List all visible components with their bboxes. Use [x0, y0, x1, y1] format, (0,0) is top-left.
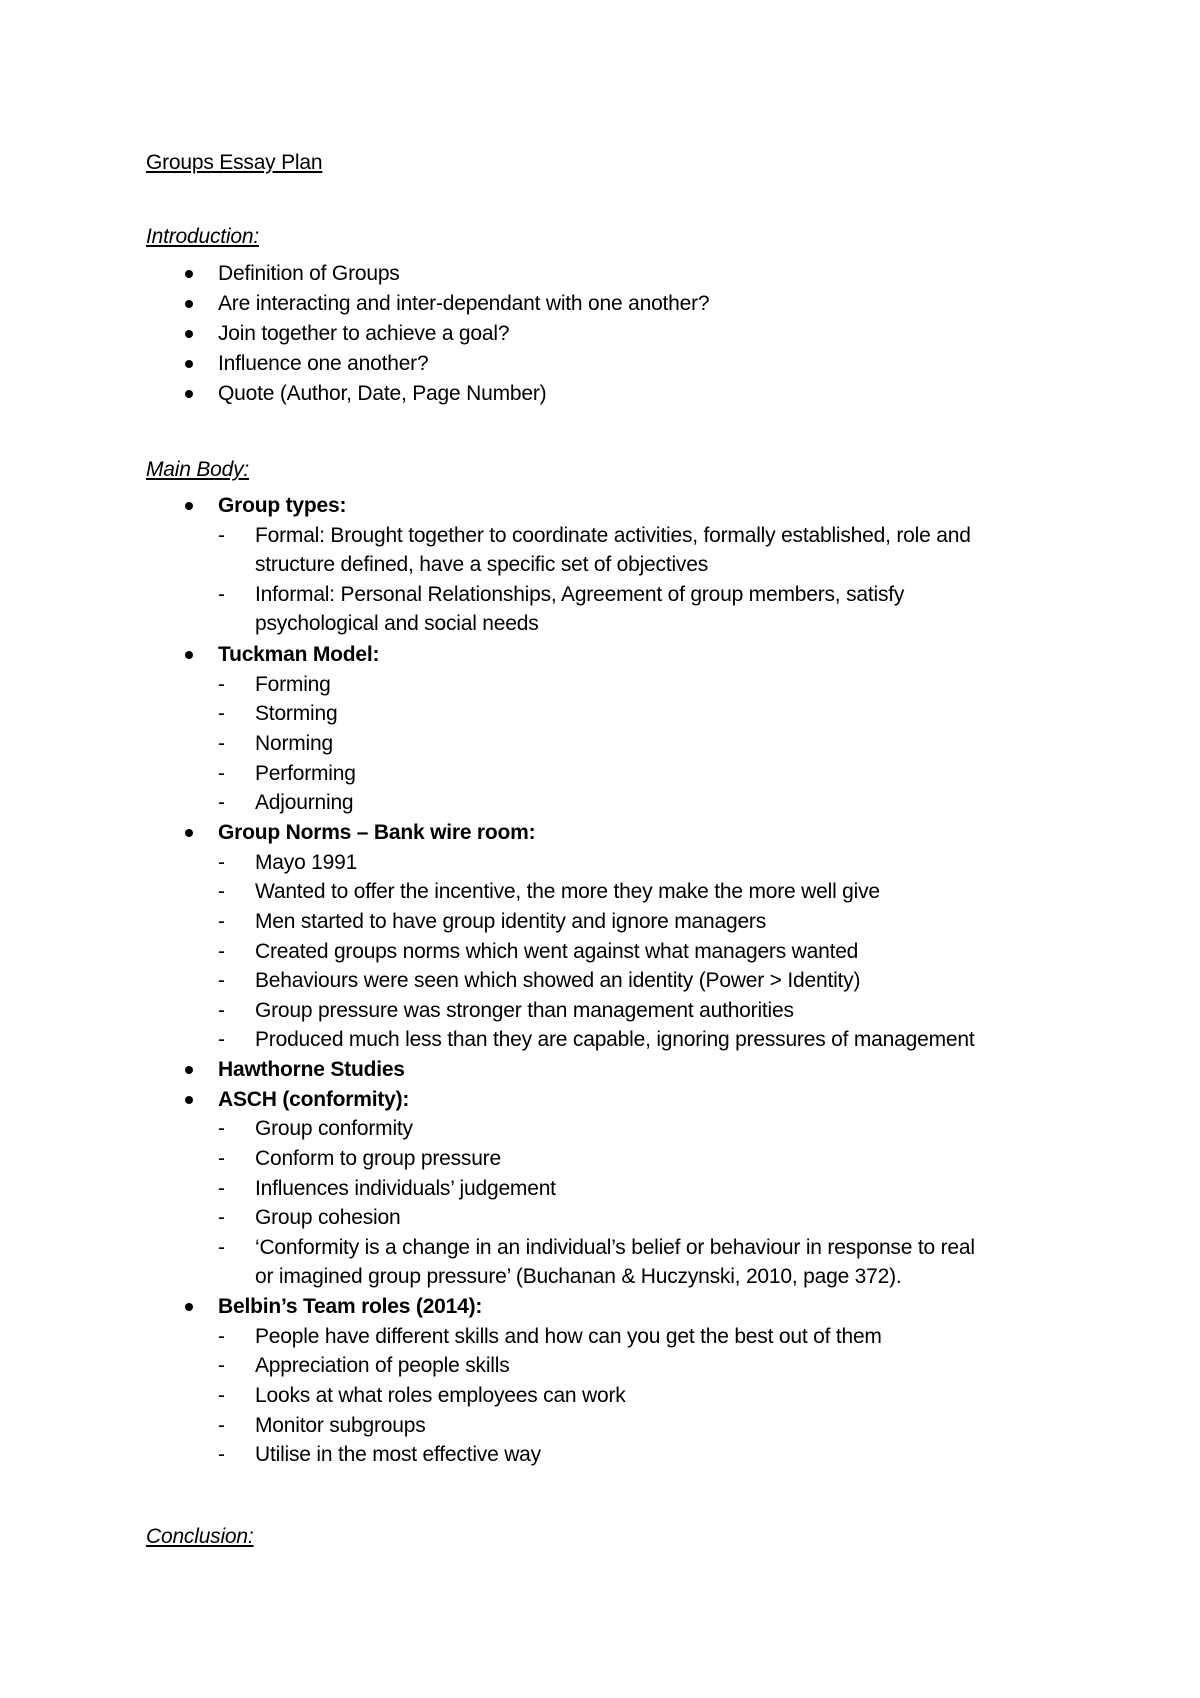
bullet-icon: [185, 330, 193, 338]
bullet-icon: [185, 270, 193, 278]
belbin-item: Utilise in the most effective way: [255, 1443, 541, 1466]
intro-item: Definition of Groups: [218, 262, 400, 285]
norms-item: Mayo 1991: [255, 851, 358, 874]
norms-item: Men started to have group identity and ignore managers: [255, 910, 767, 933]
dash-marker: -: [218, 969, 225, 992]
belbin-heading: Belbin’s Team roles (2014):: [218, 1295, 483, 1318]
belbin-item: People have different skills and how can you get the best out of them: [255, 1325, 882, 1348]
belbin-item: Looks at what roles employees can work: [255, 1384, 626, 1407]
dash-marker: -: [218, 880, 225, 903]
asch-quote-cont: or imagined group pressure’ (Buchanan & Huczynski, 2010, page 372).: [255, 1265, 902, 1288]
dash-marker: -: [218, 1236, 225, 1259]
tuckman-stage: Adjourning: [255, 791, 354, 814]
asch-heading: ASCH (conformity):: [218, 1088, 410, 1111]
bullet-icon: [185, 1066, 193, 1074]
norms-item: Created groups norms which went against what managers wanted: [255, 940, 859, 963]
group-type-formal: Formal: Brought together to coordinate activities, formally established, role and: [255, 524, 971, 547]
asch-quote: ‘Conformity is a change in an individual’s belief or behaviour in response to real: [255, 1236, 975, 1259]
page-title: Groups Essay Plan: [146, 151, 323, 174]
bullet-icon: [185, 360, 193, 368]
bullet-icon: [185, 502, 193, 510]
bullet-icon: [185, 651, 193, 659]
dash-marker: -: [218, 524, 225, 547]
dash-marker: -: [218, 910, 225, 933]
group-norms-heading: Group Norms – Bank wire room:: [218, 821, 536, 844]
bullet-icon: [185, 1303, 193, 1311]
norms-item: Behaviours were seen which showed an identity (Power > Identity): [255, 969, 861, 992]
intro-item: Join together to achieve a goal?: [218, 322, 510, 345]
dash-marker: -: [218, 1028, 225, 1051]
bullet-icon: [185, 829, 193, 837]
hawthorne-heading: Hawthorne Studies: [218, 1058, 405, 1081]
main-body-heading: Main Body:: [146, 458, 250, 481]
dash-marker: -: [218, 999, 225, 1022]
dash-marker: -: [218, 1117, 225, 1140]
intro-item: Influence one another?: [218, 352, 429, 375]
dash-marker: -: [218, 1443, 225, 1466]
tuckman-stage: Storming: [255, 702, 338, 725]
dash-marker: -: [218, 1147, 225, 1170]
group-types-heading: Group types:: [218, 494, 347, 517]
dash-marker: -: [218, 732, 225, 755]
norms-item: Group pressure was stronger than management authorities: [255, 999, 794, 1022]
dash-marker: -: [218, 762, 225, 785]
asch-item: Group cohesion: [255, 1206, 401, 1229]
dash-marker: -: [218, 1354, 225, 1377]
dash-marker: -: [218, 1384, 225, 1407]
bullet-icon: [185, 300, 193, 308]
dash-marker: -: [218, 1414, 225, 1437]
norms-item: Wanted to offer the incentive, the more they make the more well give: [255, 880, 880, 903]
intro-item: Are interacting and inter-dependant with one another?: [218, 292, 710, 315]
asch-item: Group conformity: [255, 1117, 413, 1140]
dash-marker: -: [218, 1325, 225, 1348]
belbin-item: Appreciation of people skills: [255, 1354, 510, 1377]
dash-marker: -: [218, 673, 225, 696]
group-type-informal: Informal: Personal Relationships, Agreement of group members, satisfy: [255, 583, 905, 606]
introduction-heading: Introduction:: [146, 225, 259, 248]
intro-item: Quote (Author, Date, Page Number): [218, 382, 547, 405]
conclusion-heading: Conclusion:: [146, 1525, 254, 1548]
belbin-item: Monitor subgroups: [255, 1414, 426, 1437]
dash-marker: -: [218, 702, 225, 725]
tuckman-stage: Performing: [255, 762, 356, 785]
bullet-icon: [185, 1096, 193, 1104]
tuckman-heading: Tuckman Model:: [218, 643, 380, 666]
tuckman-stage: Norming: [255, 732, 333, 755]
norms-item: Produced much less than they are capable, ignoring pressures of management: [255, 1028, 975, 1051]
dash-marker: -: [218, 1177, 225, 1200]
asch-item: Influences individuals’ judgement: [255, 1177, 556, 1200]
dash-marker: -: [218, 1206, 225, 1229]
tuckman-stage: Forming: [255, 673, 331, 696]
dash-marker: -: [218, 583, 225, 606]
asch-item: Conform to group pressure: [255, 1147, 501, 1170]
dash-marker: -: [218, 851, 225, 874]
group-type-informal-cont: psychological and social needs: [255, 612, 539, 635]
bullet-icon: [185, 390, 193, 398]
dash-marker: -: [218, 791, 225, 814]
dash-marker: -: [218, 940, 225, 963]
group-type-formal-cont: structure defined, have a specific set of objectives: [255, 553, 709, 576]
